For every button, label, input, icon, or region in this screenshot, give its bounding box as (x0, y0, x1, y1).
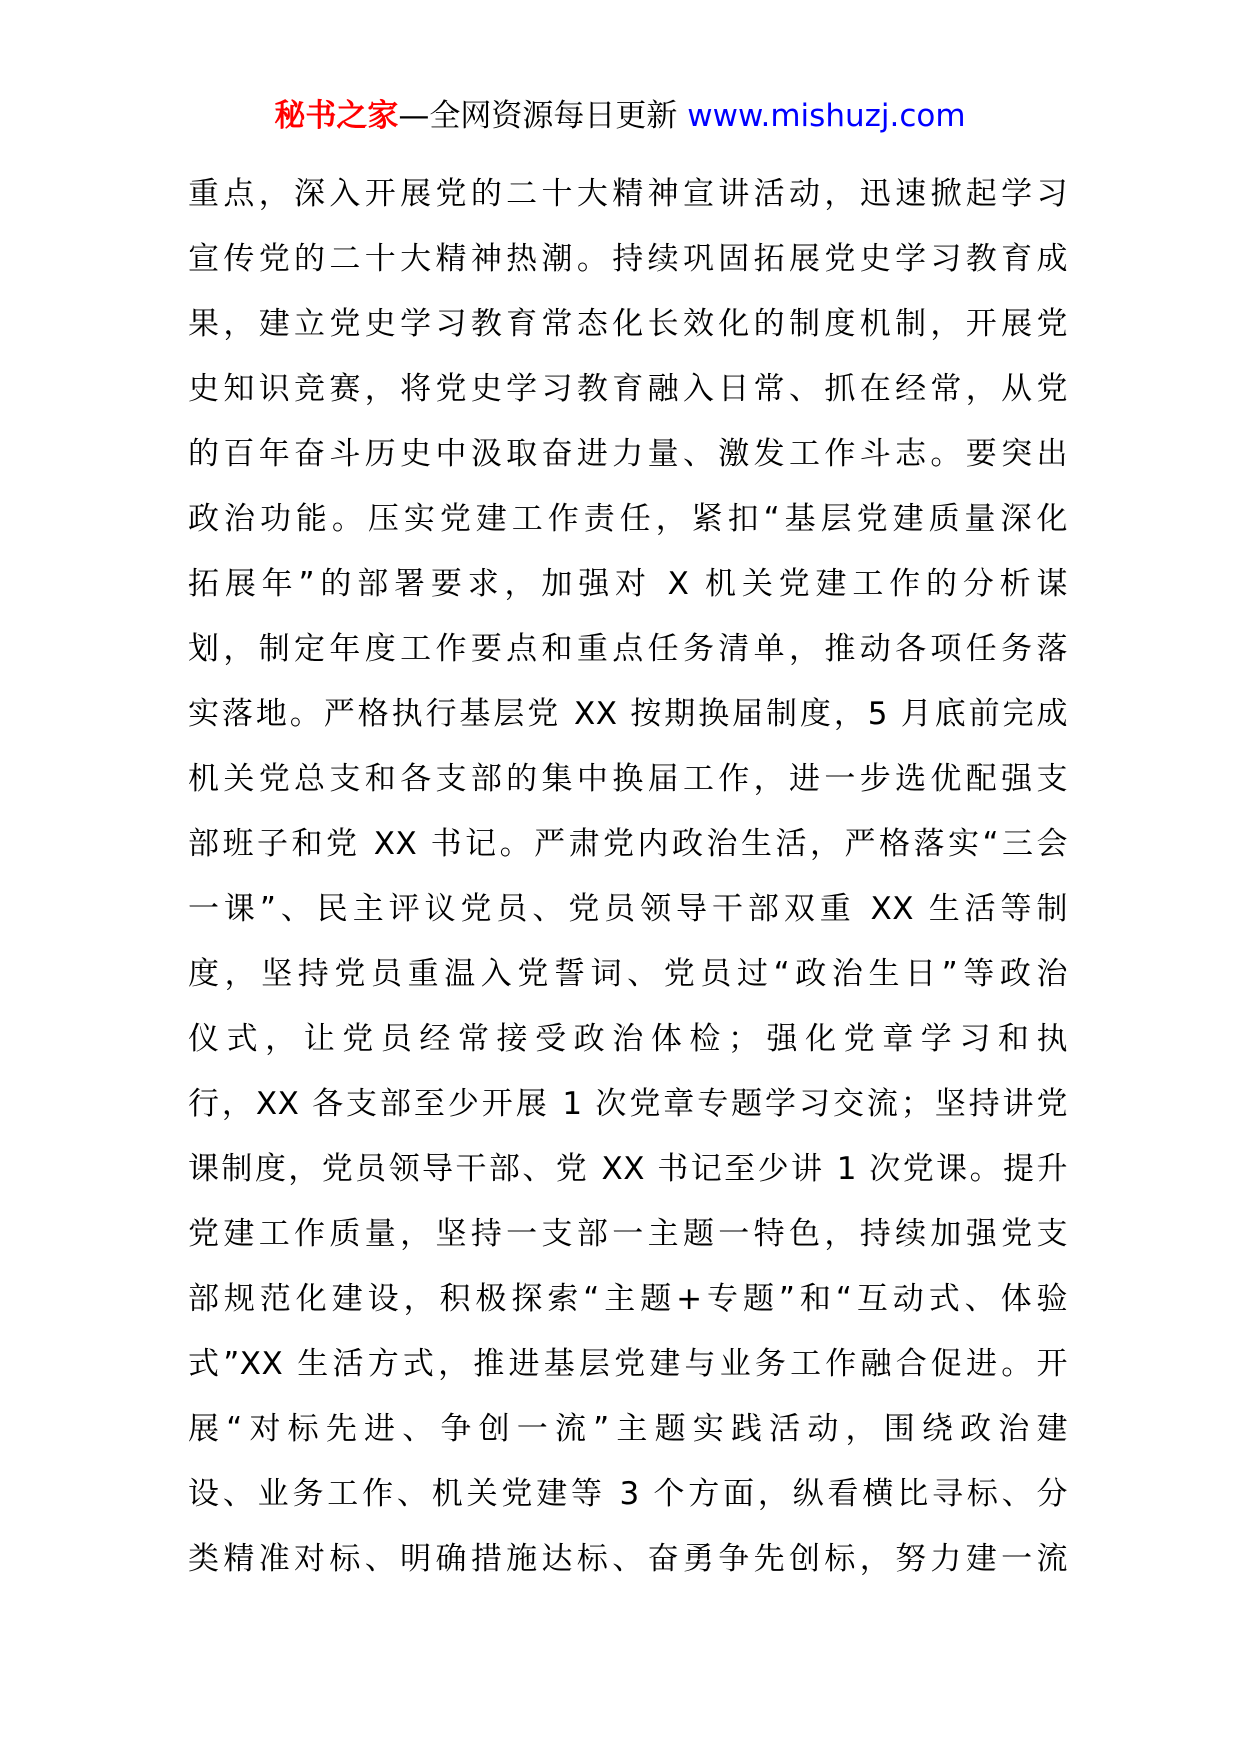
text-line: 设、业务工作、机关党建等 3 个方面，纵看横比寻标、分 (188, 1476, 1068, 1512)
text-line: 类精准对标、明确措施达标、奋勇争先创标，努力建一流 (188, 1541, 1068, 1577)
site-brand: 秘书之家 (274, 98, 399, 134)
text-line: 课制度，党员领导干部、党 XX 书记至少讲 1 次党课。提升 (188, 1151, 1068, 1187)
text-line: 划，制定年度工作要点和重点任务清单，推动各项任务落 (188, 631, 1068, 667)
site-slogan: —全网资源每日更新 (398, 98, 688, 134)
document-body (188, 162, 1068, 1592)
text-line: 宣传党的二十大精神热潮。持续巩固拓展党史学习教育成 (188, 241, 1068, 277)
site-url-link[interactable]: www.mishuzj.com (687, 98, 966, 134)
text-line: 行，XX 各支部至少开展 1 次党章专题学习交流；坚持讲党 (188, 1086, 1068, 1122)
text-line: 展“对标先进、争创一流”主题实践活动，围绕政治建 (188, 1411, 1068, 1447)
text-line: 拓展年”的部署要求，加强对 X 机关党建工作的分析谋 (188, 566, 1068, 602)
text-line: 度，坚持党员重温入党誓词、党员过“政治生日”等政治 (188, 956, 1068, 992)
text-line: 党建工作质量，坚持一支部一主题一特色，持续加强党支 (188, 1216, 1068, 1252)
text-line: 实落地。严格执行基层党 XX 按期换届制度，5 月底前完成 (188, 696, 1068, 732)
site-header (0, 96, 1240, 136)
text-line: 的百年奋斗历史中汲取奋进力量、激发工作斗志。要突出 (188, 436, 1068, 472)
text-line: 仪式，让党员经常接受政治体检；强化党章学习和执 (188, 1021, 1068, 1057)
text-line: 史知识竞赛，将党史学习教育融入日常、抓在经常，从党 (188, 371, 1068, 407)
text-line: 机关党总支和各支部的集中换届工作，进一步选优配强支 (188, 761, 1068, 797)
text-line: 果，建立党史学习教育常态化长效化的制度机制，开展党 (188, 306, 1068, 342)
text-line: 重点，深入开展党的二十大精神宣讲活动，迅速掀起学习 (188, 176, 1068, 212)
text-line: 部班子和党 XX 书记。严肃党内政治生活，严格落实“三会 (188, 826, 1068, 862)
text-line: 一课”、民主评议党员、党员领导干部双重 XX 生活等制 (188, 891, 1068, 927)
text-line: 式”XX 生活方式，推进基层党建与业务工作融合促进。开 (188, 1346, 1068, 1382)
text-line: 政治功能。压实党建工作责任，紧扣“基层党建质量深化 (188, 501, 1068, 537)
text-line: 部规范化建设，积极探索“主题+专题”和“互动式、体验 (188, 1281, 1068, 1317)
